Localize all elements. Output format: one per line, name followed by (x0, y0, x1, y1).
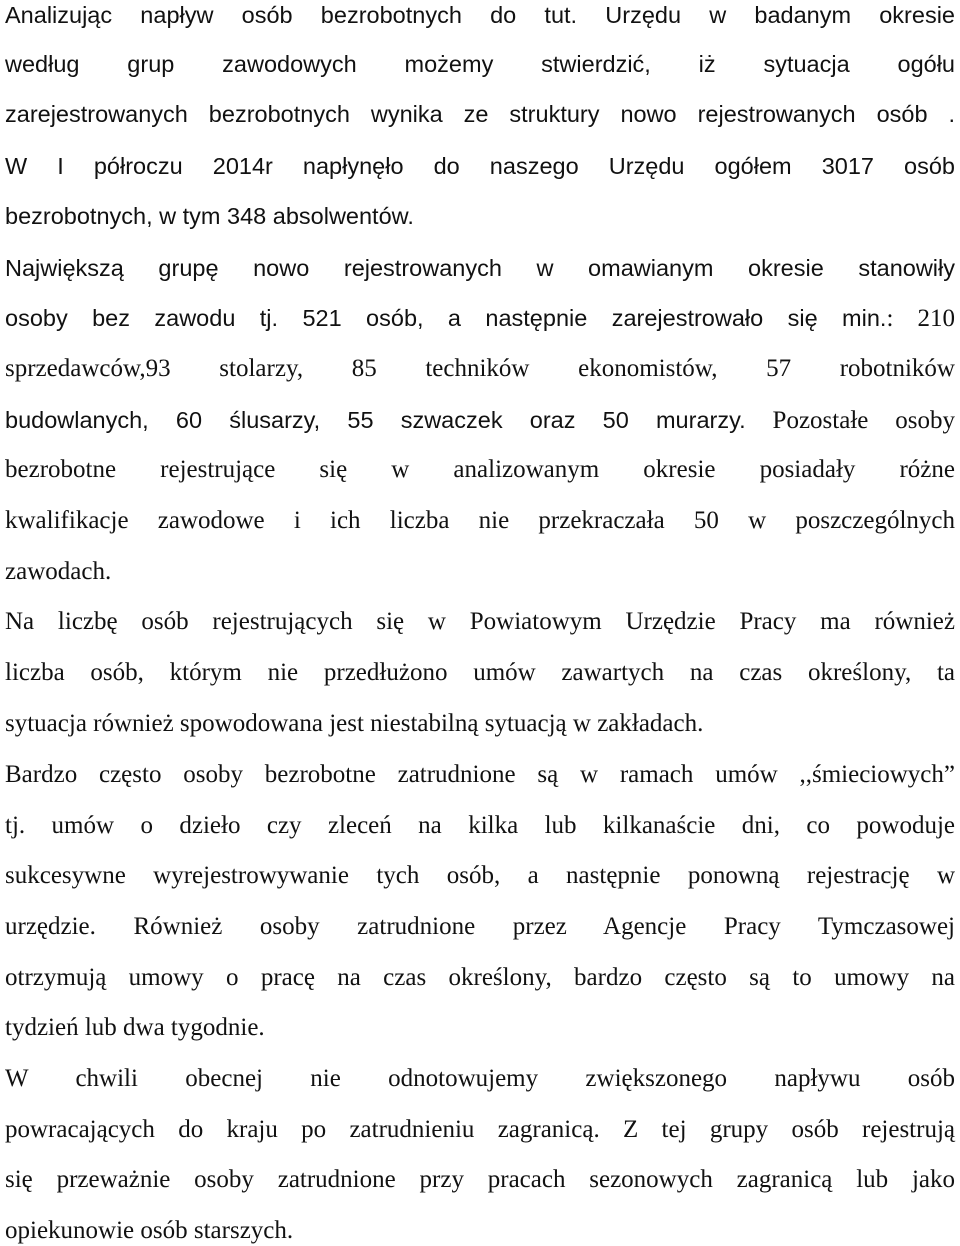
text-segment: Pozostałe osoby (745, 407, 955, 434)
text-segment: budowlanych, 60 ślusarzy, 55 szwaczek oraz 50 murarzy. (5, 407, 746, 433)
text-line: bezrobotnych, w tym 348 absolwentów. (5, 203, 414, 229)
text-line-mixed (5, 303, 955, 333)
text-line: zawodach. (5, 558, 112, 585)
text-line: się przeważnie osoby zatrudnione przy pracach sezonowych zagranicą lub jako (5, 1166, 955, 1193)
text-line: sprzedawców,93 stolarzy, 85 techników ekonomistów, 57 robotników (5, 355, 955, 382)
document-page (5, 0, 955, 1246)
text-line: sytuacja również spowodowana jest niestabilną sytuacją w zakładach. (5, 710, 704, 737)
text-line: według grup zawodowych możemy stwierdzić, iż sytuacja ogółu (5, 51, 955, 77)
text-line: W chwili obecnej nie odnotowujemy zwiększonego napływu osób (5, 1065, 955, 1092)
text-line: kwalifikacje zawodowe i ich liczba nie przekraczała 50 w poszczególnych (5, 507, 955, 534)
text-line: tj. umów o dzieło czy zleceń na kilka lub kilkanaście dni, co powoduje (5, 812, 955, 839)
text-segment: osoby bez zawodu tj. 521 osób, a następnie zarejestrowało się min. (5, 305, 887, 331)
text-line: powracających do kraju po zatrudnieniu zagranicą. Z tej grupy osób rejestrują (5, 1116, 955, 1143)
text-line: opiekunowie osób starszych. (5, 1217, 294, 1244)
text-line: otrzymują umowy o pracę na czas określony, bardzo często są to umowy na (5, 964, 955, 991)
text-line: Analizując napływ osób bezrobotnych do tut. Urzędu w badanym okresie (5, 2, 955, 28)
text-line: zarejestrowanych bezrobotnych wynika ze struktury nowo rejestrowanych osób . (5, 101, 955, 127)
text-line: urzędzie. Również osoby zatrudnione przez Agencje Pracy Tymczasowej (5, 913, 955, 940)
text-segment: : 210 (886, 305, 955, 332)
text-line: Największą grupę nowo rejestrowanych w omawianym okresie stanowiły (5, 255, 955, 281)
text-line: bezrobotne rejestrujące się w analizowanym okresie posiadały różne (5, 456, 955, 483)
text-line: sukcesywne wyrejestrowywanie tych osób, a następnie ponowną rejestrację w (5, 862, 955, 889)
text-line-mixed (5, 405, 955, 435)
text-line: tydzień lub dwa tygodnie. (5, 1014, 265, 1041)
text-line: W I półroczu 2014r napłynęło do naszego Urzędu ogółem 3017 osób (5, 153, 955, 179)
text-line: liczba osób, którym nie przedłużono umów zawartych na czas określony, ta (5, 659, 955, 686)
text-line: Bardzo często osoby bezrobotne zatrudnione są w ramach umów ,,śmieciowych” (5, 761, 955, 788)
text-line: Na liczbę osób rejestrujących się w Powiatowym Urzędzie Pracy ma również (5, 608, 955, 635)
